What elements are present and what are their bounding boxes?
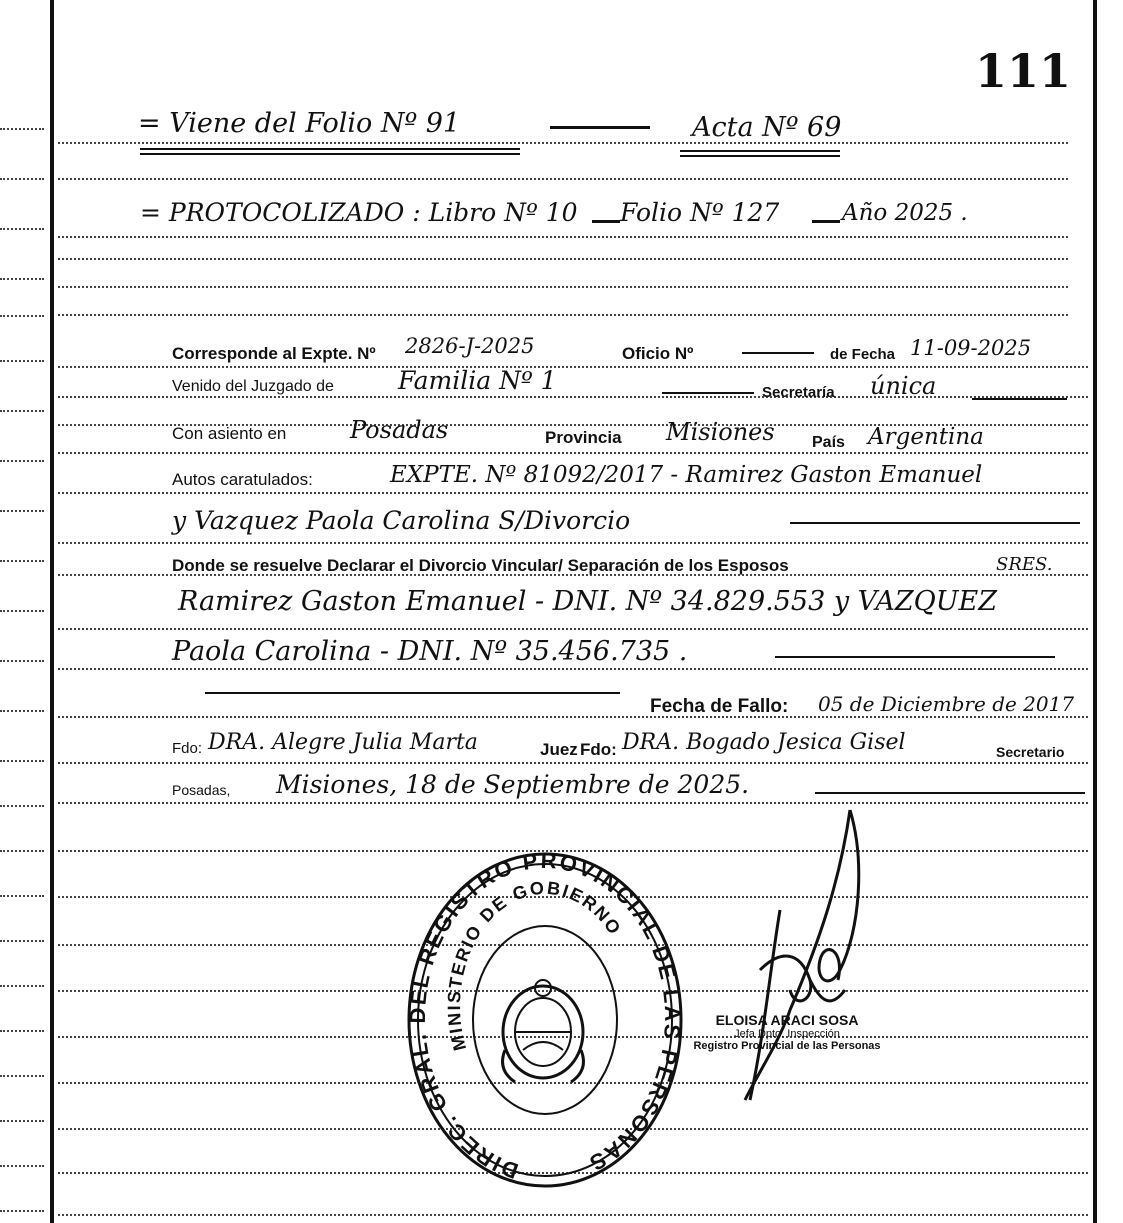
left-margin-rule [50,0,54,1223]
secretaria-value: única [870,372,937,400]
ruled-line [58,366,1088,368]
dash [205,692,620,694]
venido-label: Venido del Juzgado de [172,378,334,395]
underline [680,155,840,157]
esposo-line: Ramirez Gaston Emanuel - DNI. Nº 34.829.553 y VAZQUEZ [178,586,997,617]
signer-name: ELOISA ARACI SOSA [715,1012,859,1028]
dash [662,392,754,394]
ruled-line [58,452,1088,454]
protocolizado-libro: = PROTOCOLIZADO : Libro Nº 10 [140,198,578,227]
margin-dots [0,128,44,130]
asiento-label: Con asiento en [172,424,287,443]
esposos-prefix: SRES. [996,554,1053,575]
oficio-label: Oficio Nº [622,344,694,363]
signer-role: Jefa Dpto. Inspección [734,1028,840,1040]
underline [140,153,520,155]
fecha-fallo-value: 05 de Diciembre de 2017 [818,692,1075,716]
margin-dots [0,940,44,942]
margin-dots [0,315,44,317]
fecha-fallo-label: Fecha de Fallo: [650,696,789,717]
margin-dots [0,560,44,562]
ruled-line [58,628,1088,630]
margin-dots [0,1120,44,1122]
ruled-line [58,286,1068,288]
dash [790,522,1080,524]
margin-dots [0,985,44,987]
official-seal [405,850,685,1190]
seal-inner-text: MINISTERIO DE GOBIERNO [443,877,626,1053]
secretario-label: Secretario [996,744,1065,760]
margin-dots [0,360,44,362]
secretario-name: DRA. Bogado Jesica Gisel [622,730,906,755]
margin-dots [0,660,44,662]
acta-number: Acta Nº 69 [692,112,842,143]
folio-number: 111 [975,44,1072,98]
viene-del-folio: = Viene del Folio Nº 91 [138,108,461,139]
margin-dots [0,228,44,230]
secretaria-label: Secretaría [762,384,835,401]
underline [680,150,840,152]
pais-label: País [812,434,845,451]
handwritten-signature [720,800,880,1120]
protocolizado-anio: Año 2025 . [842,200,968,226]
autos-label: Autos caratulados: [172,470,313,489]
margin-dots [0,850,44,852]
asiento-value: Posadas [350,416,449,444]
dash [815,792,1085,794]
right-margin-rule [1093,0,1097,1223]
ruled-line [58,258,1068,260]
provincia-value: Misiones [666,418,775,446]
margin-dots [0,710,44,712]
ruled-line [58,178,1068,180]
margin-dots [0,1075,44,1077]
corresponde-label: Corresponde al Expte. Nº [172,344,376,363]
signer-org: Registro Provincial de las Personas [693,1040,881,1052]
ruled-line [58,668,1088,670]
ruled-line [58,802,1088,804]
ruled-line [58,542,1088,544]
lugar-fecha: Misiones, 18 de Septiembre de 2025. [276,770,750,799]
autos-line1: EXPTE. Nº 81092/2017 - Ramirez Gaston Emanuel [390,462,983,488]
dash [972,398,1067,400]
fdo2-label: Fdo: [580,740,617,759]
margin-dots [0,178,44,180]
fecha-value: 11-09-2025 [910,336,1032,360]
de-fecha-label: de Fecha [830,346,896,363]
esposa-line: Paola Carolina - DNI. Nº 35.456.735 . [172,636,688,667]
protocolizado-folio: Folio Nº 127 [620,198,780,227]
margin-dots [0,895,44,897]
juzgado-value: Familia Nº 1 [398,366,557,395]
juez-name: DRA. Alegre Julia Marta [208,730,478,755]
dash [812,220,840,223]
pais-value: Argentina [868,424,984,450]
ruled-line [58,142,1068,144]
autos-line2: y Vazquez Paola Carolina S/Divorcio [172,506,631,535]
expediente-value: 2826-J-2025 [405,334,535,358]
juez-label: Juez [540,740,578,759]
margin-dots [0,760,44,762]
margin-dots [0,278,44,280]
dash [592,220,620,223]
seal-outer-text: DIREC. GRAL. DEL REGISTRO PROVINCIAL DE LAS PERSONAS [405,850,685,1184]
fdo-label: Fdo: [172,740,203,757]
margin-dots [0,610,44,612]
provincia-label: Provincia [545,428,622,447]
ruled-line [58,492,1088,494]
margin-dots [0,1030,44,1032]
margin-dots [0,510,44,512]
ruled-line [58,762,1088,764]
margin-dots [0,410,44,412]
signature-block [652,1012,922,1052]
ruled-line [58,716,1088,718]
margin-dots [0,1210,44,1212]
ruled-line [58,1214,1088,1216]
margin-dots [0,805,44,807]
margin-dots [0,1165,44,1167]
dash [775,656,1055,658]
dash [550,126,650,129]
underline [140,148,520,150]
ruled-line [58,314,1068,316]
margin-dots [0,460,44,462]
lugar-label: Posadas, [172,782,231,798]
dash [742,352,814,354]
donde-label: Donde se resuelve Declarar el Divorcio Vincular/ Separación de los Esposos [172,556,789,575]
ruled-line [58,236,1068,238]
